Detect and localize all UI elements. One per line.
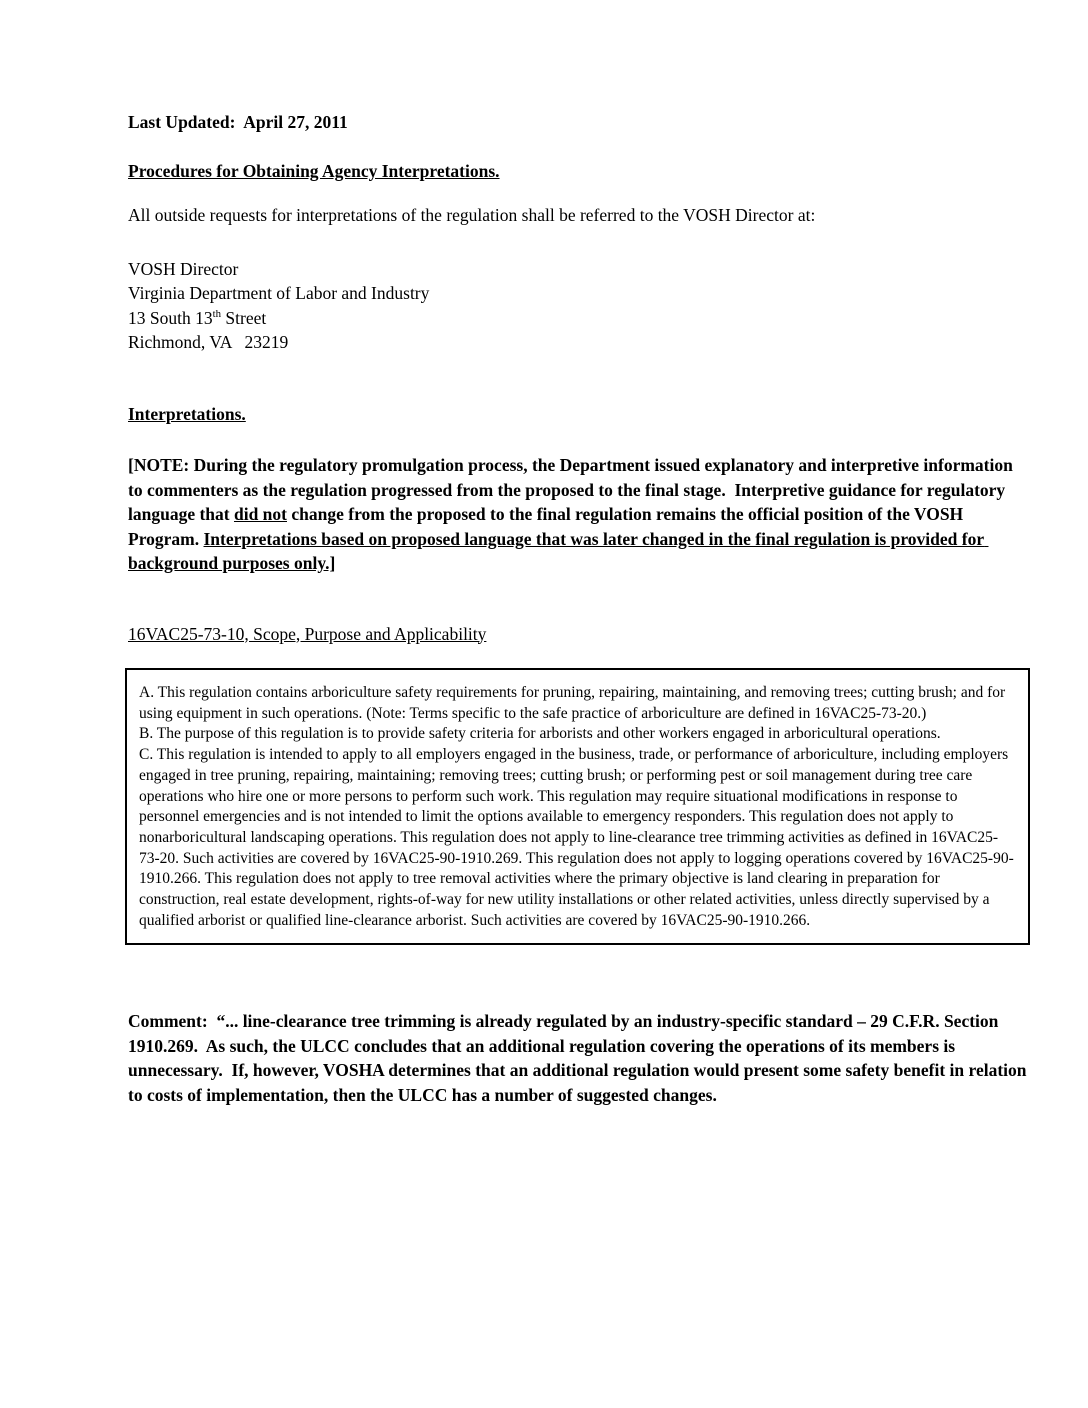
last-updated-line: Last Updated: April 27, 2011: [128, 112, 348, 132]
address-block: [128, 257, 1030, 355]
address-line-street: 13 South 13th Street: [128, 307, 267, 328]
regulation-paragraph-c: C. This regulation is intended to apply to all employers engaged in the business, trade, or performance of arboriculture, including employers engaged in tree pruning, repairing, maintaining; removing trees; cutting brush; or performing pest or soil management during tree care operations who hire one or more persons to perform such work. This regulation may require situational modifications in response to personnel emergencies and is not intended to limit the options available to emergency responders. This regulation does not apply to nonarboricultural landscaping operations. This regulation does not apply to line-clearance tree trimming activities as defined in 16VAC25-73-20. Such activities are covered by 16VAC25-90-1910.269. This regulation does not apply to logging operations covered by 16VAC25-90-1910.266. This regulation does not apply to tree removal activities where the primary objective is land clearing in preparation for construction, real estate development, rights-of-way for new utility installations or other related activities, unless directly supervised by a qualified arborist or qualified line-clearance arborist. Such activities are covered by 16VAC25-90-1910.266.: [139, 746, 1014, 929]
interpretations-heading: Interpretations.: [128, 403, 246, 424]
note-paragraph: [NOTE: During the regulatory promulgation process, the Department issued explanatory and interpretive information to commenters as the regulation progressed from the proposed to the final stage. Interpretive guidance for regulatory language that did not change from the proposed to the final regulation remains the official position of the VOSH Program. Interpretations based on proposed language that was later changed in the final regulation is provided for background purposes only.]: [128, 455, 1018, 573]
regulation-section-heading: 16VAC25-73-10, Scope, Purpose and Applicability: [128, 623, 487, 644]
address-line-name: VOSH Director: [128, 258, 239, 279]
address-line-city: Richmond, VA 23219: [128, 332, 289, 352]
procedures-intro: All outside requests for interpretations of the regulation shall be referred to the VOSH Director at:: [128, 205, 816, 225]
comment-paragraph: Comment: “... line-clearance tree trimming is already regulated by an industry-specific standard – 29 C.F.R. Section 1910.269. As such, the ULCC concludes that an additional regulation covering the operations of its members is unnecessary. If, however, VOSHA determines that an additional regulation would present some safety benefit in relation to costs of implementation, then the ULCC has a number of suggested changes.: [128, 1011, 1031, 1105]
regulation-paragraph-a: A. This regulation contains arboriculture safety requirements for pruning, repairing, maintaining, and removing trees; cutting brush; and for using equipment in such operations. (Note: Terms specific to the safe practice of arboriculture are defined in 16VAC25-73-20.): [139, 684, 1010, 722]
address-line-department: Virginia Department of Labor and Industry: [128, 283, 430, 303]
regulation-text-box: [125, 668, 1030, 945]
procedures-heading: Procedures for Obtaining Agency Interpretations.: [128, 160, 500, 181]
regulation-paragraph-b: B. The purpose of this regulation is to provide safety criteria for arborists and other workers engaged in arboricultural operations.: [139, 725, 941, 743]
